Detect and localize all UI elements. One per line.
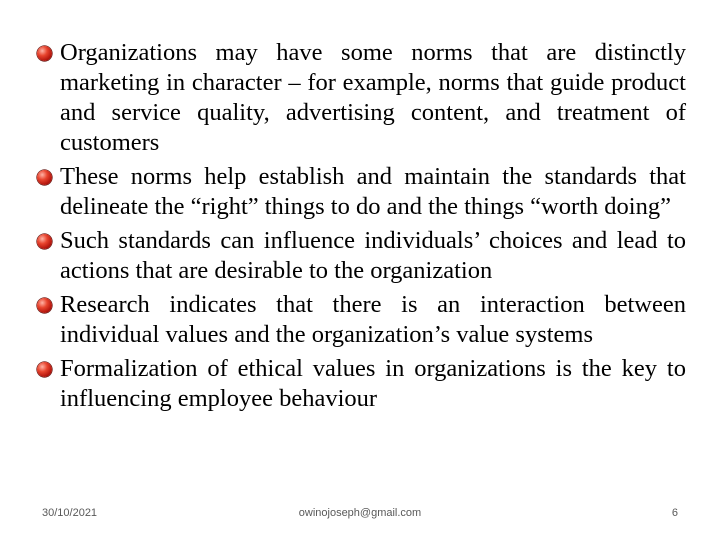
bullet-text: These norms help establish and maintain the standards that delineate the “right” things to do and the things “worth doing” (60, 163, 686, 220)
footer-email: owinojoseph@gmail.com (298, 507, 422, 519)
red-sphere-bullet-icon (37, 234, 52, 249)
bullet-item (36, 290, 686, 350)
red-sphere-bullet-icon (37, 362, 52, 377)
red-sphere-bullet-icon (37, 46, 52, 61)
bullet-text: Research indicates that there is an interaction between individual values and the organization’s value systems (60, 291, 686, 348)
bullet-item (36, 226, 686, 286)
bullet-text: Formalization of ethical values in organizations is the key to influencing employee behaviour (60, 355, 686, 412)
red-sphere-bullet-icon (37, 298, 52, 313)
bullet-item (36, 354, 686, 414)
red-sphere-bullet-icon (37, 170, 52, 185)
bullet-text: Organizations may have some norms that are distinctly marketing in character – for example, norms that guide product and service quality, advertising content, and treatment of customers (60, 39, 686, 156)
bullet-item (36, 162, 686, 222)
bullet-text: Such standards can influence individuals’ choices and lead to actions that are desirable to the organization (60, 227, 686, 284)
footer-date: 30/10/2021 (42, 507, 98, 519)
bullet-list (36, 38, 686, 418)
bullet-item (36, 38, 686, 158)
footer-page-number: 6 (671, 507, 678, 519)
